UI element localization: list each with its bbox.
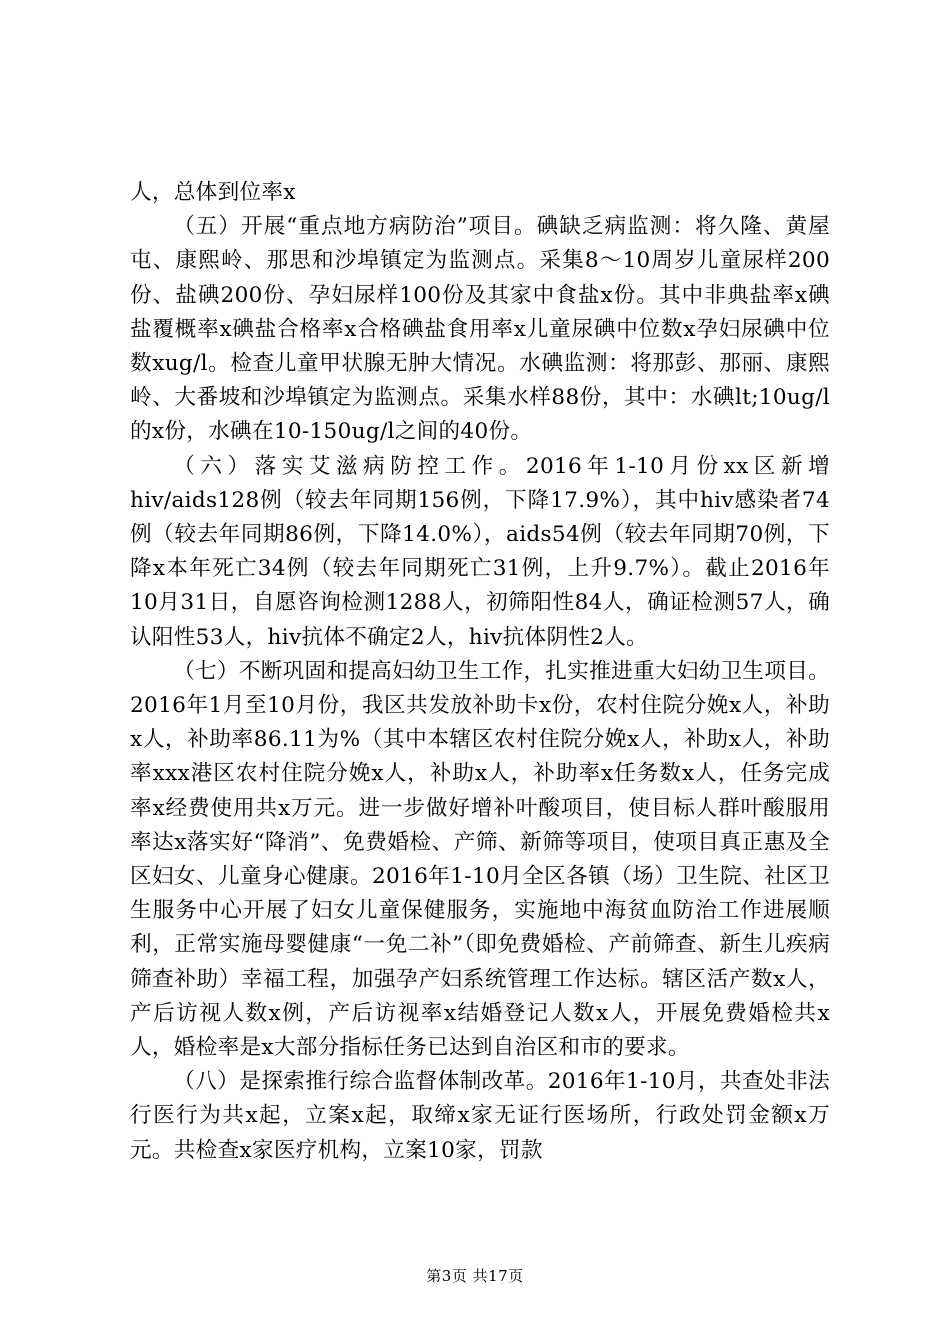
paragraph-continuation: 人，总体到位率x [130,180,296,205]
page-number-footer: 第3页 共17页 [426,1267,524,1285]
paragraph-aids-control: （六）落实艾滋病防控工作。2016年1-10月份xx区新增hiv/aids128例（较去年同期156例，下降17.9%），其中hiv感染者74例（较去年同期86例，下降14.0%），aids54例（较去年同期70例，下降x本年死亡34例（较去年同期死亡31例，上升9.7%）。截止2016年10月31日，自愿咨询检测1288人，初筛阳性84人，确证检测57人，确认阳性53人，hiv抗体不确定2人，hiv抗体阴性2人。 [130,453,830,650]
paragraph-endemic-disease: （五）开展“重点地方病防治”项目。碘缺乏病监测：将久隆、黄屋屯、康熙岭、那思和沙埠镇定为监测点。采集8～10周岁儿童尿样200份、盐碘200份、孕妇尿样100份及其家中食盐x份。其中非典盐率x碘盐覆概率x碘盐合格率x合格碘盐食用率x儿童尿碘中位数x孕妇尿碘中位数xug/l。检查儿童甲状腺无肿大情况。水碘监测：将那彭、那丽、康熙岭、大番坡和沙埠镇定为监测点。采集水样88份，其中：水碘lt;10ug/l的x份，水碘在10-150ug/l之间的40份。 [130,214,830,445]
paragraph-supervision-reform: （八）是探索推行综合监督体制改革。2016年1-10月，共查处非法行医行为共x起，立案x起，取缔x家无证行医场所，行政处罚金额x万元。共检查x家医疗机构，立案10家，罚款 [130,1069,830,1163]
paragraph-maternal-child-health: （七）不断巩固和提高妇幼卫生工作，扎实推进重大妇幼卫生项目。2016年1月至10月份，我区共发放补助卡x份，农村住院分娩x人，补助x人，补助率86.11为%（其中本辖区农村住院分娩x人，补助x人，补助率xxx港区农村住院分娩x人，补助x人，补助率x任务数x人，任务完成率x经费使用共x万元。进一步做好增补叶酸项目，使目标人群叶酸服用率达x落实好“降消”、免费婚检、产筛、新筛等项目，使项目真正惠及全区妇女、儿童身心健康。2016年1-10月全区各镇（场）卫生院、社区卫生服务中心开展了妇女儿童保健服务，实施地中海贫血防治工作进展顺利，正常实施母婴健康“一免二补”（即免费婚检、产前筛查、新生儿疾病筛查补助）幸福工程，加强孕产妇系统管理工作达标。辖区活产数x人，产后访视人数x例，产后访视率x结婚登记人数x人，开展免费婚检共x人，婚检率是x大部分指标任务已达到自治区和市的要求。 [130,658,831,1061]
document-body [130,176,830,1168]
